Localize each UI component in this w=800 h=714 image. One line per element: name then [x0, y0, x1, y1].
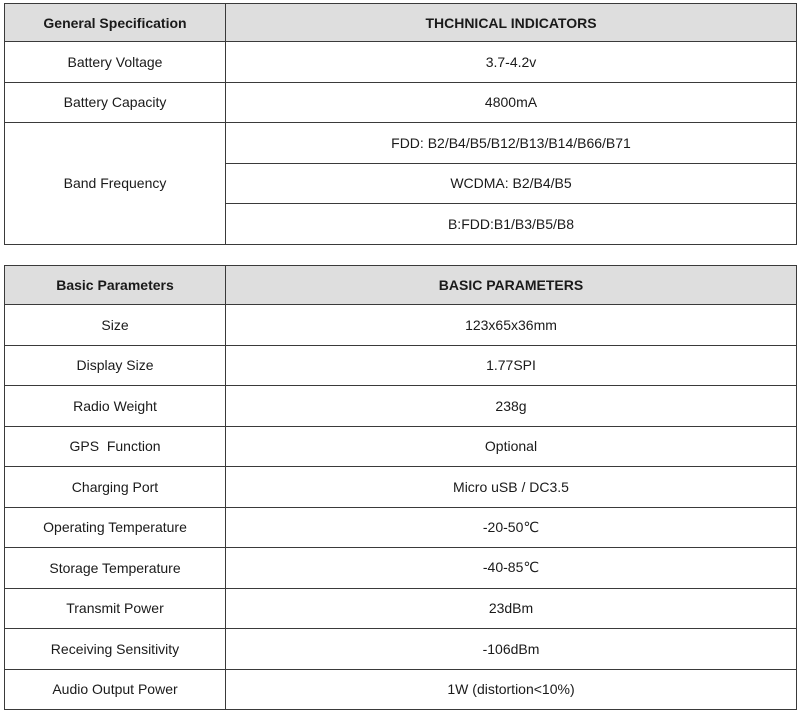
param-value: 23dBm — [226, 588, 797, 629]
column-header-general-specification: General Specification — [5, 4, 226, 42]
param-value: 238g — [226, 386, 797, 427]
param-value: 1W (distortion<10%) — [226, 669, 797, 710]
spec-value-band: WCDMA: B2/B4/B5 — [226, 163, 797, 204]
param-label: Receiving Sensitivity — [5, 629, 226, 670]
spec-label: Battery Capacity — [5, 82, 226, 123]
table-row — [5, 548, 797, 589]
param-label: Display Size — [5, 345, 226, 386]
basic-parameters-table — [4, 265, 797, 710]
table-row — [5, 467, 797, 508]
table-header-row — [5, 266, 797, 305]
column-header-basic-parameters: Basic Parameters — [5, 266, 226, 305]
table-row — [5, 669, 797, 710]
table-row — [5, 82, 797, 123]
param-value: 123x65x36mm — [226, 305, 797, 346]
param-value: -40-85℃ — [226, 548, 797, 589]
spec-value: 3.7-4.2v — [226, 42, 797, 83]
spec-value-band: FDD: B2/B4/B5/B12/B13/B14/B66/B71 — [226, 123, 797, 164]
table-row — [5, 305, 797, 346]
param-label: GPS Function — [5, 426, 226, 467]
table-row — [5, 386, 797, 427]
table-row — [5, 426, 797, 467]
table-row — [5, 507, 797, 548]
table-row — [5, 629, 797, 670]
param-label: Operating Temperature — [5, 507, 226, 548]
param-value: 1.77SPI — [226, 345, 797, 386]
spec-value-band: B:FDD:B1/B3/B5/B8 — [226, 204, 797, 245]
column-header-basic-parameters-upper: BASIC PARAMETERS — [226, 266, 797, 305]
param-label: Storage Temperature — [5, 548, 226, 589]
table-row — [5, 42, 797, 83]
table-row — [5, 123, 797, 164]
param-label: Radio Weight — [5, 386, 226, 427]
table-header-row — [5, 4, 797, 42]
param-label: Transmit Power — [5, 588, 226, 629]
spec-label-band-frequency: Band Frequency — [5, 123, 226, 245]
general-specification-table — [4, 3, 797, 245]
param-value: -20-50℃ — [226, 507, 797, 548]
column-header-technical-indicators: THCHNICAL INDICATORS — [226, 4, 797, 42]
param-value: Micro uSB / DC3.5 — [226, 467, 797, 508]
param-label: Size — [5, 305, 226, 346]
param-label: Charging Port — [5, 467, 226, 508]
spec-label: Battery Voltage — [5, 42, 226, 83]
spec-value: 4800mA — [226, 82, 797, 123]
param-value: Optional — [226, 426, 797, 467]
param-value: -106dBm — [226, 629, 797, 670]
table-row — [5, 345, 797, 386]
param-label: Audio Output Power — [5, 669, 226, 710]
table-row — [5, 588, 797, 629]
